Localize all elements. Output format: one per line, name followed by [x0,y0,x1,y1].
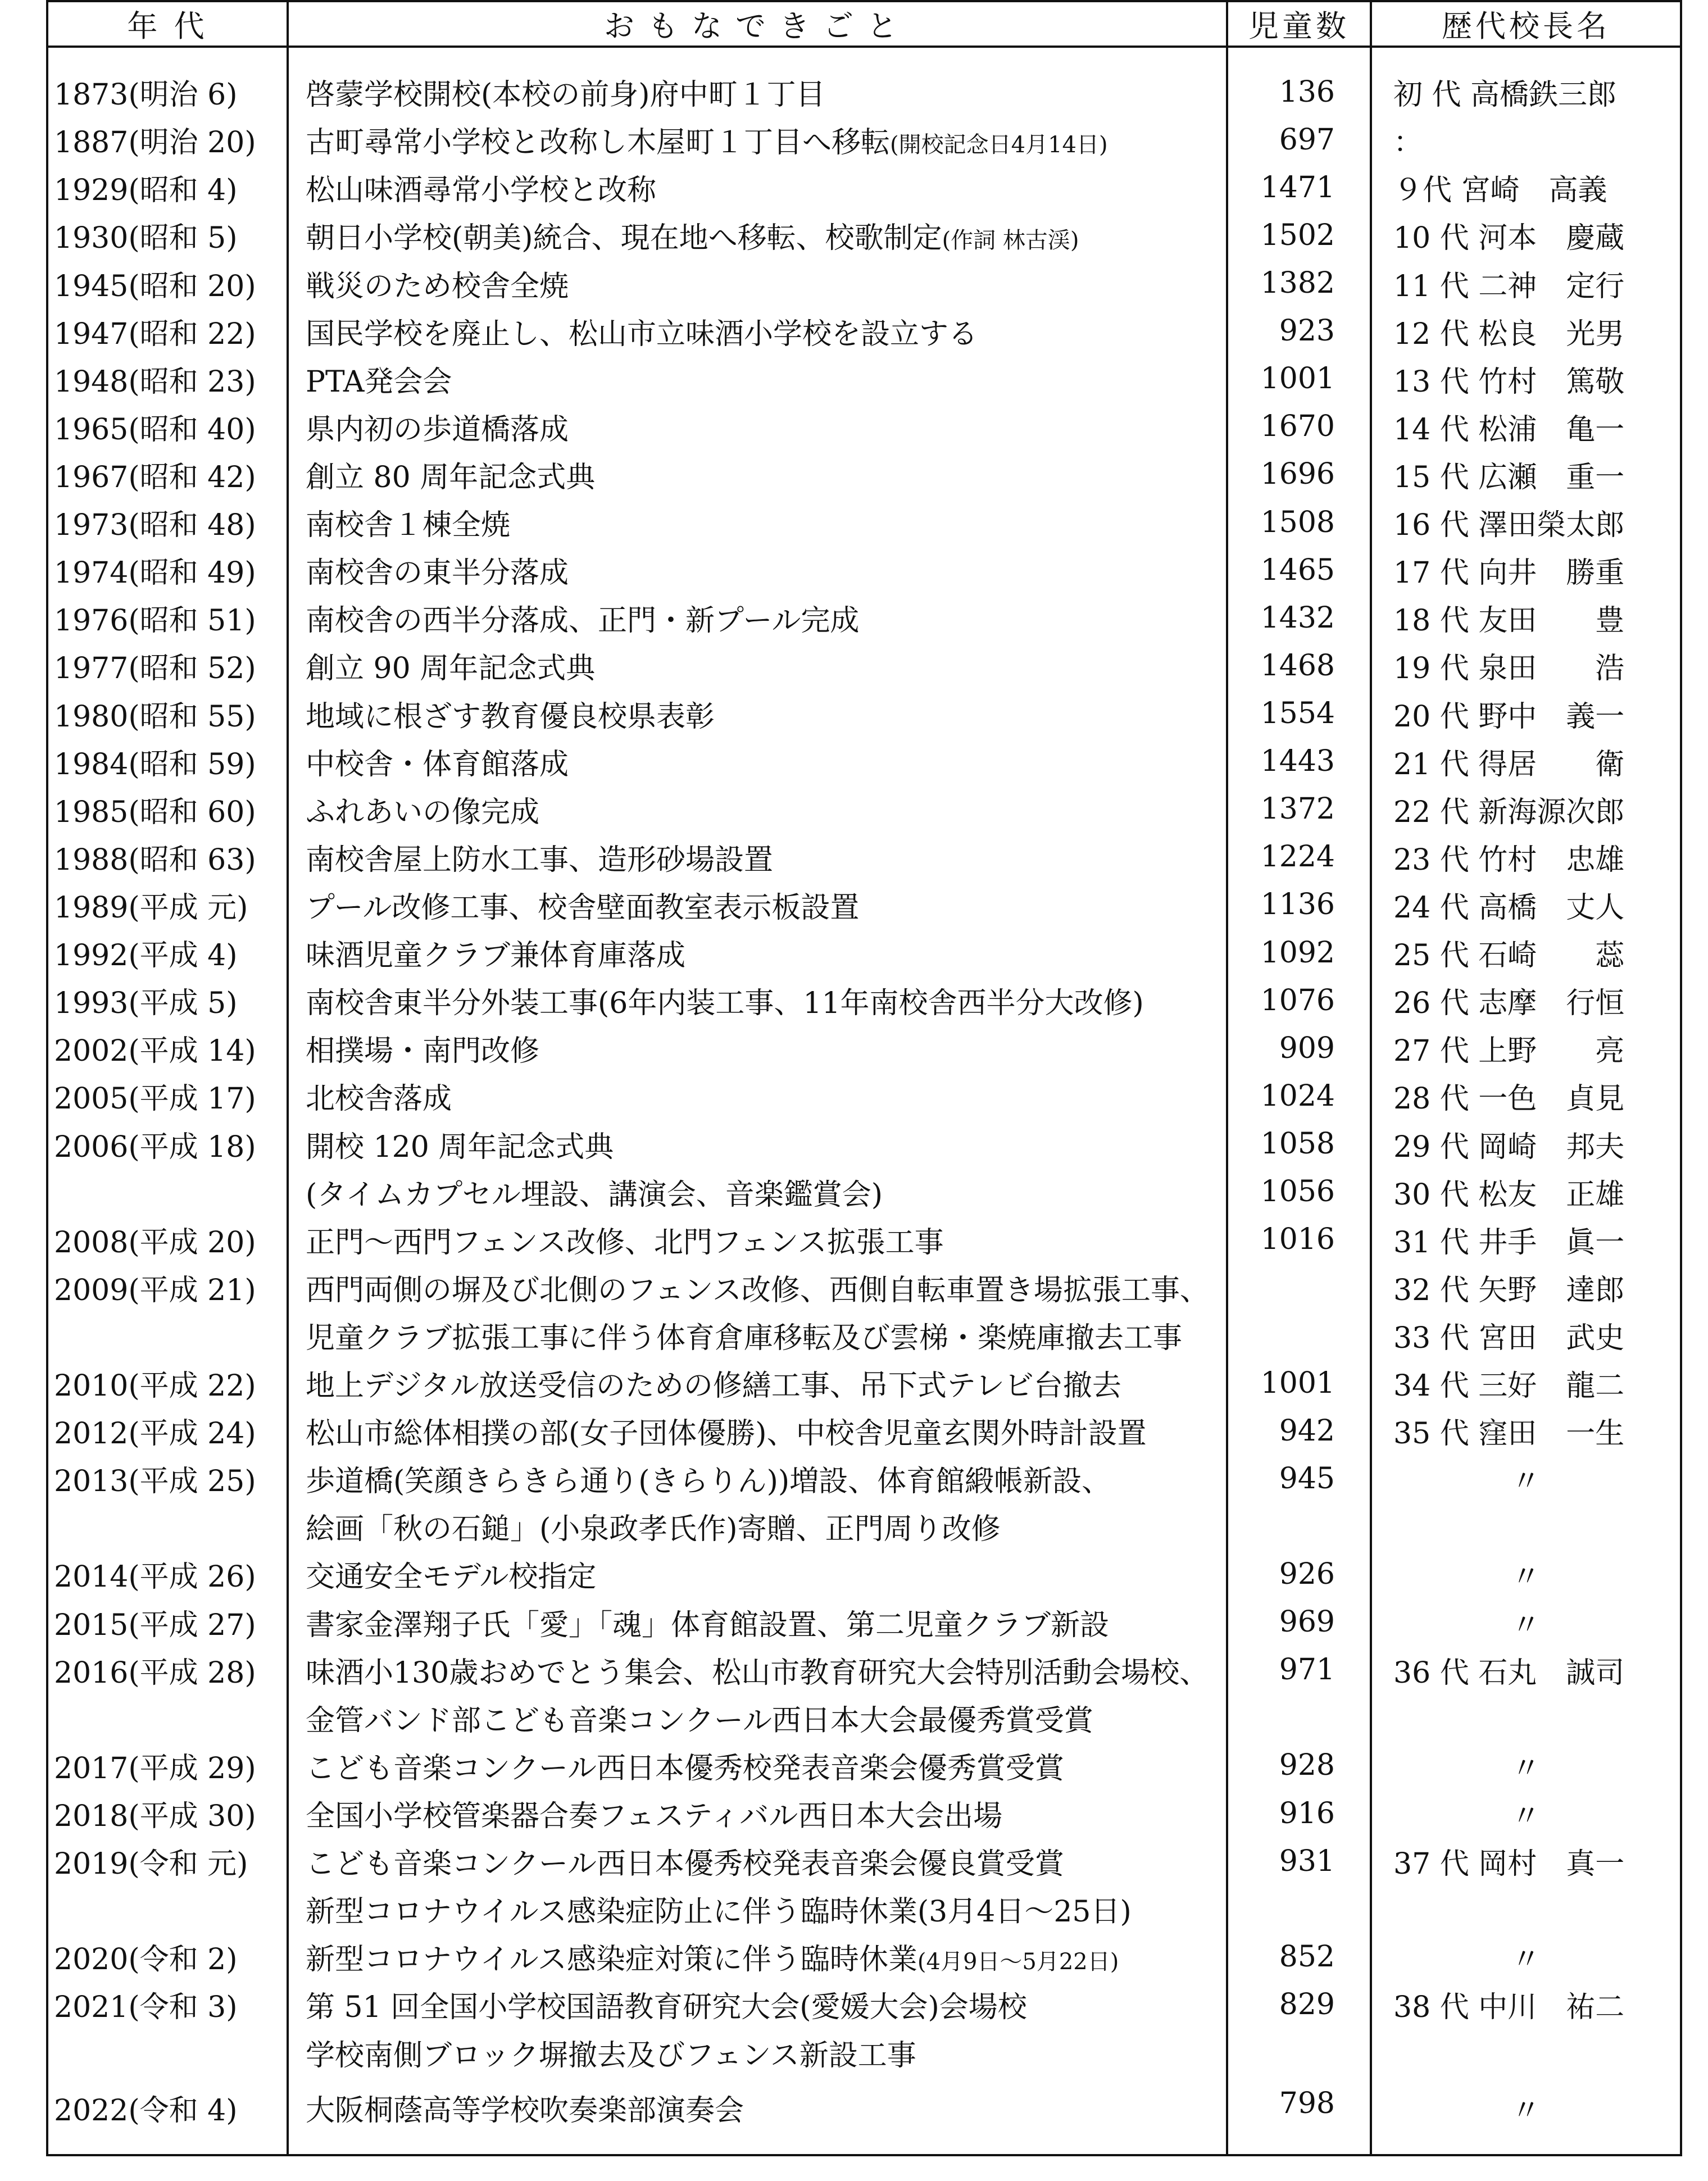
table-row [47,163,1681,211]
student-count-cell [1227,1502,1371,1550]
student-count-cell: 1502 [1227,211,1371,259]
principal-cell: 20 代 野中 義一 [1371,689,1681,737]
table-row [47,1455,1681,1502]
event-text: 書家金澤翔子氏「愛」「魂」体育館設置、第二児童クラブ新設 [306,1608,1110,1642]
student-count-cell: 969 [1227,1598,1371,1646]
principal-cell: 19 代 泉田 浩 [1371,642,1681,689]
student-count-cell: 1001 [1227,1359,1371,1407]
year-cell: 1873(明治 6) [47,47,288,116]
event-text: 朝日小学校(朝美)統合、現在地へ移転、校歌制定 [306,221,942,256]
table-row [47,594,1681,642]
event-text: 相撲場・南門改修 [306,1034,540,1069]
event-cell [288,1933,1227,1980]
event-text: 戦災のため校舎全焼 [306,269,569,303]
event-text: 大阪桐蔭高等学校吹奏楽部演奏会 [306,2093,744,2128]
event-cell [288,2029,1227,2077]
table-row [47,1933,1681,1980]
header-principal: 歴代校長名 [1371,1,1681,47]
principal-cell: 12 代 松良 光男 [1371,307,1681,355]
table-row [47,1885,1681,1933]
year-cell: 2020(令和 2) [47,1933,288,1980]
event-text: 創立 90 周年記念式典 [306,652,596,686]
table-row [47,2077,1681,2155]
year-cell: 2005(平成 17) [47,1072,288,1120]
event-text: 県内初の歩道橋落成 [306,412,569,447]
event-text: 新型コロナウイルス感染症対策に伴う臨時休業 [306,1943,917,1977]
table-row [47,1598,1681,1646]
year-cell: 2022(令和 4) [47,2077,288,2155]
year-cell: 2013(平成 25) [47,1455,288,1502]
year-cell: 2019(令和 元) [47,1837,288,1885]
event-cell [288,259,1227,307]
header-row [47,1,1681,47]
year-cell: 1984(昭和 59) [47,738,288,785]
year-cell: 1947(昭和 22) [47,307,288,355]
table-row [47,1407,1681,1455]
event-cell [288,1455,1227,1502]
event-text: PTA発会会 [306,365,452,399]
table-row [47,2029,1681,2077]
principal-cell: 〃 [1371,1455,1681,1502]
event-text: 松山市総体相撲の部(女子団体優勝)、中校舎児童玄関外時計設置 [306,1417,1147,1451]
table-row [47,1264,1681,1311]
principal-cell: 14 代 松浦 亀一 [1371,403,1681,451]
principal-cell: ： [1371,116,1681,163]
year-cell [47,1168,288,1216]
student-count-cell: 136 [1227,47,1371,116]
principal-cell: 38 代 中川 祐二 [1371,1980,1681,2028]
table-row [47,1216,1681,1264]
event-cell [288,355,1227,403]
table-row [47,546,1681,594]
year-cell: 1993(平成 5) [47,976,288,1024]
year-cell [47,1694,288,1742]
event-cell [288,1502,1227,1550]
principal-cell: 18 代 友田 豊 [1371,594,1681,642]
event-text: 児童クラブ拡張工事に伴う体育倉庫移転及び雲梯・楽焼庫撤去工事 [306,1321,1183,1355]
event-text: 開校 120 周年記念式典 [306,1130,614,1164]
event-text: 創立 80 周年記念式典 [306,460,596,494]
principal-cell: 29 代 岡崎 邦夫 [1371,1120,1681,1167]
event-cell [288,1311,1227,1359]
student-count-cell: 1136 [1227,881,1371,929]
table-row [47,1311,1681,1359]
student-count-cell: 926 [1227,1550,1371,1598]
event-text: 全国小学校管楽器合奏フェスティバル西日本大会出場 [306,1800,1003,1834]
year-cell [47,1502,288,1550]
student-count-cell: 916 [1227,1789,1371,1837]
event-cell [288,498,1227,546]
principal-cell: 11 代 二神 定行 [1371,259,1681,307]
student-count-cell: 945 [1227,1455,1371,1502]
event-text: 南校舎屋上防水工事、造形砂場設置 [306,843,774,877]
event-cell [288,738,1227,785]
year-cell: 2009(平成 21) [47,1264,288,1311]
year-cell [47,1885,288,1933]
principal-cell: ９代 宮崎 高義 [1371,163,1681,211]
event-note: (開校記念日4月14日) [890,132,1108,158]
student-count-cell: 1508 [1227,498,1371,546]
year-cell: 1980(昭和 55) [47,689,288,737]
student-count-cell: 1465 [1227,546,1371,594]
event-text: 古町尋常小学校と改称し木屋町１丁目へ移転 [306,126,891,160]
year-cell: 1988(昭和 63) [47,833,288,881]
event-cell [288,1024,1227,1072]
table-row [47,689,1681,737]
event-cell [288,1550,1227,1598]
year-cell: 2021(令和 3) [47,1980,288,2028]
table-row [47,1024,1681,1072]
principal-cell [1371,1694,1681,1742]
year-cell [47,2029,288,2077]
year-cell [47,1311,288,1359]
event-text: 味酒小130歳おめでとう集会、松山市教育研究大会特別活動会場校、 [306,1656,1209,1690]
student-count-cell: 852 [1227,1933,1371,1980]
event-cell [288,1168,1227,1216]
event-cell [288,785,1227,833]
table-row [47,833,1681,881]
student-count-cell: 1382 [1227,259,1371,307]
student-count-cell: 1058 [1227,1120,1371,1167]
principal-cell: 〃 [1371,1742,1681,1789]
year-cell: 1973(昭和 48) [47,498,288,546]
header-year: 年 代 [47,1,288,47]
year-cell: 1967(昭和 42) [47,451,288,498]
principal-cell [1371,1885,1681,1933]
event-cell [288,1646,1227,1694]
student-count-cell: 909 [1227,1024,1371,1072]
table-row [47,1168,1681,1216]
event-cell [288,1789,1227,1837]
event-text: 学校南側ブロック塀撤去及びフェンス新設工事 [306,2038,916,2073]
student-count-cell [1227,1311,1371,1359]
student-count-cell: 1372 [1227,785,1371,833]
table-row [47,1072,1681,1120]
principal-cell: 15 代 広瀬 重一 [1371,451,1681,498]
principal-cell: 21 代 得居 衛 [1371,738,1681,785]
table-row [47,1742,1681,1789]
table-row [47,211,1681,259]
year-cell: 1989(平成 元) [47,881,288,929]
principal-cell: 23 代 竹村 忠雄 [1371,833,1681,881]
student-count-cell: 798 [1227,2077,1371,2155]
table-row [47,1359,1681,1407]
event-cell [288,1837,1227,1885]
principal-cell: 10 代 河本 慶蔵 [1371,211,1681,259]
table-row [47,1837,1681,1885]
event-text: 地域に根ざす教育優良校県表彰 [306,699,715,734]
event-cell [288,976,1227,1024]
table-row [47,1550,1681,1598]
event-text: 金管バンド部こども音楽コンクール西日本大会最優秀賞受賞 [306,1703,1093,1738]
year-cell: 2015(平成 27) [47,1598,288,1646]
table-row [47,307,1681,355]
principal-cell: 25 代 石崎 蕊 [1371,929,1681,976]
student-count-cell: 1696 [1227,451,1371,498]
event-cell [288,689,1227,737]
event-cell [288,594,1227,642]
year-cell: 1976(昭和 51) [47,594,288,642]
event-cell [288,1216,1227,1264]
table-row [47,498,1681,546]
principal-cell: 〃 [1371,1598,1681,1646]
principal-cell: 初 代 高橋鉄三郎 [1371,47,1681,116]
event-cell [288,1264,1227,1311]
event-text: 歩道橋(笑顔きらきら通り(きらりん))増設、体育館緞帳新設、 [306,1465,1111,1499]
header-count: 児童数 [1227,1,1371,47]
student-count-cell: 1432 [1227,594,1371,642]
student-count-cell: 829 [1227,1980,1371,2028]
event-text: 南校舎の西半分落成、正門・新プール完成 [306,604,860,638]
event-cell [288,403,1227,451]
year-cell: 2008(平成 20) [47,1216,288,1264]
event-cell [288,211,1227,259]
student-count-cell: 1471 [1227,163,1371,211]
table-row [47,929,1681,976]
event-cell [288,833,1227,881]
principal-cell: 22 代 新海源次郎 [1371,785,1681,833]
student-count-cell: 1554 [1227,689,1371,737]
table-row [47,738,1681,785]
principal-cell: 24 代 高橋 丈人 [1371,881,1681,929]
student-count-cell: 1076 [1227,976,1371,1024]
principal-cell: 〃 [1371,1933,1681,1980]
year-cell: 1992(平成 4) [47,929,288,976]
event-text: 西門両側の塀及び北側のフェンス改修、西側自転車置き場拡張工事、 [306,1273,1209,1307]
year-cell: 1974(昭和 49) [47,546,288,594]
student-count-cell: 942 [1227,1407,1371,1455]
table-row [47,785,1681,833]
table-row [47,642,1681,689]
student-count-cell [1227,2029,1371,2077]
year-cell: 2012(平成 24) [47,1407,288,1455]
table-body [47,47,1681,2155]
event-text: 南校舎１棟全焼 [306,508,511,543]
event-text: 南校舎の東半分落成 [306,556,569,590]
event-text: 味酒児童クラブ兼体育庫落成 [306,939,686,973]
event-cell [288,1072,1227,1120]
table-row [47,976,1681,1024]
event-text: 中校舎・体育館落成 [306,747,569,781]
student-count-cell: 923 [1227,307,1371,355]
event-cell [288,307,1227,355]
principal-cell: 〃 [1371,2077,1681,2155]
year-cell: 1965(昭和 40) [47,403,288,451]
principal-cell: 13 代 竹村 篤敬 [1371,355,1681,403]
event-cell [288,116,1227,163]
event-cell [288,163,1227,211]
header-event: おもなできごと [288,1,1227,47]
principal-cell: 37 代 岡村 真一 [1371,1837,1681,1885]
table-row [47,1694,1681,1742]
principal-cell: 26 代 志摩 行恒 [1371,976,1681,1024]
student-count-cell [1227,1885,1371,1933]
table-row [47,116,1681,163]
principal-cell: 30 代 松友 正雄 [1371,1168,1681,1216]
principal-cell [1371,2029,1681,2077]
table-row [47,403,1681,451]
event-text: こども音楽コンクール西日本優秀校発表音楽会優秀賞受賞 [306,1751,1064,1785]
event-text: 交通安全モデル校指定 [306,1560,597,1594]
student-count-cell: 971 [1227,1646,1371,1694]
student-count-cell: 1443 [1227,738,1371,785]
table-row [47,451,1681,498]
student-count-cell: 1670 [1227,403,1371,451]
principal-cell: 32 代 矢野 達郎 [1371,1264,1681,1311]
principal-cell: 〃 [1371,1789,1681,1837]
year-cell: 2016(平成 28) [47,1646,288,1694]
year-cell: 2010(平成 22) [47,1359,288,1407]
principal-cell: 35 代 窪田 一生 [1371,1407,1681,1455]
year-cell: 2006(平成 18) [47,1120,288,1167]
event-text: 南校舎東半分外装工事(6年内装工事、11年南校舎西半分大改修) [306,987,1144,1021]
event-cell [288,2077,1227,2155]
principal-cell: 16 代 澤田榮太郎 [1371,498,1681,546]
event-cell [288,1120,1227,1167]
table-row [47,1980,1681,2028]
event-note: (4月9日～5月22日) [917,1949,1119,1975]
principal-cell: 34 代 三好 龍二 [1371,1359,1681,1407]
student-count-cell: 697 [1227,116,1371,163]
principal-cell: 27 代 上野 亮 [1371,1024,1681,1072]
principal-cell: 〃 [1371,1550,1681,1598]
table-row [47,259,1681,307]
event-text: ふれあいの像完成 [306,795,540,829]
event-cell [288,929,1227,976]
year-cell: 2018(平成 30) [47,1789,288,1837]
table-row [47,1502,1681,1550]
event-text: 新型コロナウイルス感染症防止に伴う臨時休業(3月4日～25日) [306,1895,1132,1929]
event-cell [288,1742,1227,1789]
principal-cell: 36 代 石丸 誠司 [1371,1646,1681,1694]
event-cell [288,1598,1227,1646]
student-count-cell: 1092 [1227,929,1371,976]
student-count-cell [1227,1264,1371,1311]
table-row [47,881,1681,929]
year-cell: 1887(明治 20) [47,116,288,163]
student-count-cell: 1016 [1227,1216,1371,1264]
year-cell: 2017(平成 29) [47,1742,288,1789]
student-count-cell: 1224 [1227,833,1371,881]
student-count-cell: 1468 [1227,642,1371,689]
principal-cell: 31 代 井手 眞一 [1371,1216,1681,1264]
event-text: 北校舎落成 [306,1082,452,1116]
event-text: 第 51 回全国小学校国語教育研究大会(愛媛大会)会場校 [306,1991,1027,2025]
event-cell [288,1359,1227,1407]
event-cell [288,1694,1227,1742]
student-count-cell: 1024 [1227,1072,1371,1120]
table-row [47,355,1681,403]
year-cell: 1929(昭和 4) [47,163,288,211]
event-cell [288,642,1227,689]
school-history-table [46,0,1682,2156]
year-cell: 1977(昭和 52) [47,642,288,689]
event-text: 地上デジタル放送受信のための修繕工事、吊下式テレビ台撤去 [306,1369,1121,1403]
principal-cell: 17 代 向井 勝重 [1371,546,1681,594]
event-cell [288,47,1227,116]
event-text: 啓蒙学校開校(本校の前身)府中町１丁目 [306,78,825,112]
student-count-cell [1227,1694,1371,1742]
event-text: プール改修工事、校舎壁面教室表示板設置 [306,890,860,925]
principal-cell: 28 代 一色 貞見 [1371,1072,1681,1120]
table-row [47,1646,1681,1694]
event-cell [288,1980,1227,2028]
student-count-cell: 928 [1227,1742,1371,1789]
table-row [47,1789,1681,1837]
event-note: (作詞 林古渓) [942,228,1079,254]
table-row [47,1120,1681,1167]
event-text: (タイムカプセル埋設、講演会、音楽鑑賞会) [306,1178,883,1212]
event-cell [288,546,1227,594]
event-text: こども音楽コンクール西日本優秀校発表音楽会優良賞受賞 [306,1847,1064,1882]
year-cell: 2002(平成 14) [47,1024,288,1072]
student-count-cell: 931 [1227,1837,1371,1885]
student-count-cell: 1056 [1227,1168,1371,1216]
principal-cell [1371,1502,1681,1550]
event-cell [288,1885,1227,1933]
event-text: 松山味酒尋常小学校と改称 [306,174,657,208]
event-text: 国民学校を廃止し、松山市立味酒小学校を設立する [306,317,978,351]
event-cell [288,1407,1227,1455]
event-cell [288,451,1227,498]
event-cell [288,881,1227,929]
year-cell: 1930(昭和 5) [47,211,288,259]
principal-cell: 33 代 宮田 武史 [1371,1311,1681,1359]
student-count-cell: 1001 [1227,355,1371,403]
table-row [47,47,1681,116]
year-cell: 1948(昭和 23) [47,355,288,403]
event-text: 絵画「秋の石鎚」(小泉政孝氏作)寄贈、正門周り改修 [306,1512,1001,1547]
year-cell: 1945(昭和 20) [47,259,288,307]
year-cell: 2014(平成 26) [47,1550,288,1598]
year-cell: 1985(昭和 60) [47,785,288,833]
event-text: 正門～西門フェンス改修、北門フェンス拡張工事 [306,1225,944,1260]
